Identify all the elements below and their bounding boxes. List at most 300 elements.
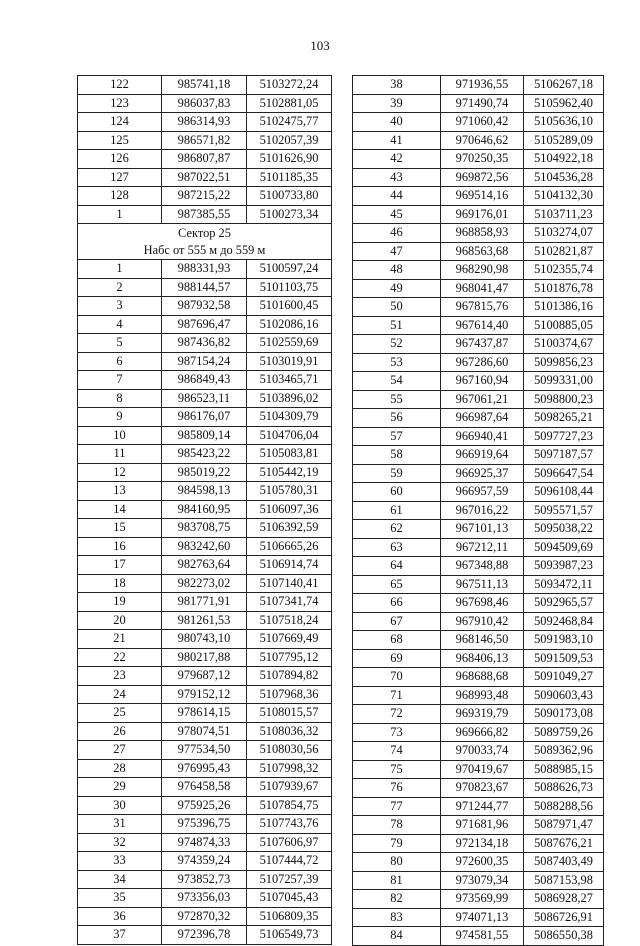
x-coordinate-cell: 986849,43 <box>162 371 247 390</box>
point-number-cell: 72 <box>353 705 441 724</box>
y-coordinate-cell: 5089759,26 <box>524 723 604 742</box>
table-row <box>353 483 604 502</box>
table-row <box>353 686 604 705</box>
y-coordinate-cell: 5107743,76 <box>247 815 332 834</box>
point-number-cell: 80 <box>353 853 441 872</box>
y-coordinate-cell: 5087676,21 <box>524 834 604 853</box>
table-row <box>353 723 604 742</box>
y-coordinate-cell: 5101600,45 <box>247 297 332 316</box>
point-number-cell: 65 <box>353 575 441 594</box>
y-coordinate-cell: 5099331,00 <box>524 372 604 391</box>
y-coordinate-cell: 5093472,11 <box>524 575 604 594</box>
y-coordinate-cell: 5104706,04 <box>247 426 332 445</box>
point-number-cell: 67 <box>353 612 441 631</box>
table-row <box>78 593 332 612</box>
table-row <box>78 704 332 723</box>
y-coordinate-cell: 5107795,12 <box>247 648 332 667</box>
x-coordinate-cell: 985423,22 <box>162 445 247 464</box>
point-number-cell: 69 <box>353 649 441 668</box>
table-row <box>353 575 604 594</box>
y-coordinate-cell: 5106809,35 <box>247 907 332 926</box>
x-coordinate-cell: 978074,51 <box>162 722 247 741</box>
table-row <box>353 353 604 372</box>
table-row <box>78 426 332 445</box>
y-coordinate-cell: 5087971,47 <box>524 816 604 835</box>
table-row <box>353 242 604 261</box>
table-row <box>78 537 332 556</box>
table-row <box>78 187 332 206</box>
point-number-cell: 36 <box>78 907 162 926</box>
table-row <box>353 612 604 631</box>
point-number-cell: 3 <box>78 297 162 316</box>
x-coordinate-cell: 987022,51 <box>162 168 247 187</box>
x-coordinate-cell: 987436,82 <box>162 334 247 353</box>
table-row <box>353 446 604 465</box>
y-coordinate-cell: 5105442,19 <box>247 463 332 482</box>
y-coordinate-cell: 5107939,67 <box>247 778 332 797</box>
point-number-cell: 30 <box>78 796 162 815</box>
y-coordinate-cell: 5103465,71 <box>247 371 332 390</box>
x-coordinate-cell: 969514,16 <box>441 187 524 206</box>
table-row <box>353 538 604 557</box>
x-coordinate-cell: 966919,64 <box>441 446 524 465</box>
x-coordinate-cell: 967212,11 <box>441 538 524 557</box>
y-coordinate-cell: 5103019,91 <box>247 352 332 371</box>
x-coordinate-cell: 986571,82 <box>162 131 247 150</box>
point-number-cell: 81 <box>353 871 441 890</box>
table-row <box>78 408 332 427</box>
y-coordinate-cell: 5102475,77 <box>247 113 332 132</box>
x-coordinate-cell: 966925,37 <box>441 464 524 483</box>
point-number-cell: 28 <box>78 759 162 778</box>
y-coordinate-cell: 5092468,84 <box>524 612 604 631</box>
table-row <box>353 797 604 816</box>
x-coordinate-cell: 967348,88 <box>441 557 524 576</box>
table-row <box>78 889 332 908</box>
table-row <box>78 278 332 297</box>
point-number-cell: 52 <box>353 335 441 354</box>
table-row <box>353 76 604 95</box>
table-row <box>353 520 604 539</box>
coordinates-table-right <box>352 75 604 946</box>
sector-header-cell <box>78 224 332 260</box>
x-coordinate-cell: 974874,33 <box>162 833 247 852</box>
y-coordinate-cell: 5107518,24 <box>247 611 332 630</box>
point-number-cell: 44 <box>353 187 441 206</box>
table-row <box>78 630 332 649</box>
y-coordinate-cell: 5091509,53 <box>524 649 604 668</box>
point-number-cell: 12 <box>78 463 162 482</box>
y-coordinate-cell: 5105636,10 <box>524 113 604 132</box>
point-number-cell: 26 <box>78 722 162 741</box>
point-number-cell: 126 <box>78 150 162 169</box>
table-row <box>78 445 332 464</box>
table-row <box>78 260 332 279</box>
table-row <box>78 907 332 926</box>
table-row <box>353 816 604 835</box>
x-coordinate-cell: 967437,87 <box>441 335 524 354</box>
x-coordinate-cell: 967016,22 <box>441 501 524 520</box>
x-coordinate-cell: 976458,58 <box>162 778 247 797</box>
table-row <box>78 722 332 741</box>
point-number-cell: 22 <box>78 648 162 667</box>
y-coordinate-cell: 5101386,16 <box>524 298 604 317</box>
x-coordinate-cell: 986314,93 <box>162 113 247 132</box>
y-coordinate-cell: 5107968,36 <box>247 685 332 704</box>
point-number-cell: 17 <box>78 556 162 575</box>
x-coordinate-cell: 969666,82 <box>441 723 524 742</box>
y-coordinate-cell: 5098265,21 <box>524 409 604 428</box>
x-coordinate-cell: 974071,13 <box>441 908 524 927</box>
point-number-cell: 15 <box>78 519 162 538</box>
point-number-cell: 61 <box>353 501 441 520</box>
x-coordinate-cell: 974581,55 <box>441 927 524 946</box>
table-row <box>78 297 332 316</box>
x-coordinate-cell: 970250,35 <box>441 150 524 169</box>
x-coordinate-cell: 966957,59 <box>441 483 524 502</box>
y-coordinate-cell: 5102881,05 <box>247 94 332 113</box>
point-number-cell: 57 <box>353 427 441 446</box>
y-coordinate-cell: 5087153,98 <box>524 871 604 890</box>
x-coordinate-cell: 968993,48 <box>441 686 524 705</box>
y-coordinate-cell: 5090173,08 <box>524 705 604 724</box>
x-coordinate-cell: 967698,46 <box>441 594 524 613</box>
point-number-cell: 21 <box>78 630 162 649</box>
point-number-cell: 38 <box>353 76 441 95</box>
x-coordinate-cell: 983708,75 <box>162 519 247 538</box>
y-coordinate-cell: 5091049,27 <box>524 668 604 687</box>
y-coordinate-cell: 5107140,41 <box>247 574 332 593</box>
y-coordinate-cell: 5103896,02 <box>247 389 332 408</box>
point-number-cell: 55 <box>353 390 441 409</box>
y-coordinate-cell: 5107045,43 <box>247 889 332 908</box>
y-coordinate-cell: 5106914,74 <box>247 556 332 575</box>
table-row <box>353 279 604 298</box>
y-coordinate-cell: 5104536,28 <box>524 168 604 187</box>
table-row <box>78 519 332 538</box>
point-number-cell: 48 <box>353 261 441 280</box>
table-row <box>353 853 604 872</box>
x-coordinate-cell: 968858,93 <box>441 224 524 243</box>
x-coordinate-cell: 971244,77 <box>441 797 524 816</box>
point-number-cell: 62 <box>353 520 441 539</box>
y-coordinate-cell: 5107998,32 <box>247 759 332 778</box>
table-row <box>353 298 604 317</box>
x-coordinate-cell: 967815,76 <box>441 298 524 317</box>
table-row <box>353 705 604 724</box>
point-number-cell: 8 <box>78 389 162 408</box>
point-number-cell: 50 <box>353 298 441 317</box>
table-row <box>78 574 332 593</box>
table-row <box>353 649 604 668</box>
y-coordinate-cell: 5095038,22 <box>524 520 604 539</box>
point-number-cell: 7 <box>78 371 162 390</box>
point-number-cell: 54 <box>353 372 441 391</box>
table-row <box>353 372 604 391</box>
table-row <box>78 741 332 760</box>
point-number-cell: 29 <box>78 778 162 797</box>
point-number-cell: 73 <box>353 723 441 742</box>
point-number-cell: 75 <box>353 760 441 779</box>
y-coordinate-cell: 5101626,90 <box>247 150 332 169</box>
y-coordinate-cell: 5105289,09 <box>524 131 604 150</box>
point-number-cell: 49 <box>353 279 441 298</box>
y-coordinate-cell: 5091983,10 <box>524 631 604 650</box>
point-number-cell: 25 <box>78 704 162 723</box>
x-coordinate-cell: 968688,68 <box>441 668 524 687</box>
x-coordinate-cell: 973079,34 <box>441 871 524 890</box>
table-row <box>353 834 604 853</box>
x-coordinate-cell: 984160,95 <box>162 500 247 519</box>
y-coordinate-cell: 5103711,23 <box>524 205 604 224</box>
x-coordinate-cell: 987696,47 <box>162 315 247 334</box>
table-row <box>353 501 604 520</box>
point-number-cell: 51 <box>353 316 441 335</box>
point-number-cell: 14 <box>78 500 162 519</box>
y-coordinate-cell: 5101185,35 <box>247 168 332 187</box>
x-coordinate-cell: 970419,67 <box>441 760 524 779</box>
x-coordinate-cell: 985809,14 <box>162 426 247 445</box>
y-coordinate-cell: 5102355,74 <box>524 261 604 280</box>
table-row <box>78 870 332 889</box>
point-number-cell: 37 <box>78 926 162 945</box>
y-coordinate-cell: 5092965,57 <box>524 594 604 613</box>
y-coordinate-cell: 5100885,05 <box>524 316 604 335</box>
table-row <box>353 316 604 335</box>
y-coordinate-cell: 5107257,39 <box>247 870 332 889</box>
point-number-cell: 33 <box>78 852 162 871</box>
point-number-cell: 78 <box>353 816 441 835</box>
x-coordinate-cell: 981771,91 <box>162 593 247 612</box>
y-coordinate-cell: 5096108,44 <box>524 483 604 502</box>
x-coordinate-cell: 968041,47 <box>441 279 524 298</box>
x-coordinate-cell: 968146,50 <box>441 631 524 650</box>
table-row <box>78 648 332 667</box>
x-coordinate-cell: 987932,58 <box>162 297 247 316</box>
y-coordinate-cell: 5095571,57 <box>524 501 604 520</box>
table-row <box>78 131 332 150</box>
y-coordinate-cell: 5087403,49 <box>524 853 604 872</box>
point-number-cell: 10 <box>78 426 162 445</box>
x-coordinate-cell: 972870,32 <box>162 907 247 926</box>
point-number-cell: 71 <box>353 686 441 705</box>
table-body-right <box>353 76 604 946</box>
table-row <box>78 113 332 132</box>
y-coordinate-cell: 5100597,24 <box>247 260 332 279</box>
y-coordinate-cell: 5099856,23 <box>524 353 604 372</box>
y-coordinate-cell: 5100374,67 <box>524 335 604 354</box>
table-row <box>78 371 332 390</box>
sector-title: Сектор 25 <box>178 226 231 240</box>
y-coordinate-cell: 5089362,96 <box>524 742 604 761</box>
y-coordinate-cell: 5108015,57 <box>247 704 332 723</box>
x-coordinate-cell: 982273,02 <box>162 574 247 593</box>
point-number-cell: 59 <box>353 464 441 483</box>
x-coordinate-cell: 966940,41 <box>441 427 524 446</box>
point-number-cell: 79 <box>353 834 441 853</box>
y-coordinate-cell: 5086550,38 <box>524 927 604 946</box>
y-coordinate-cell: 5088626,73 <box>524 779 604 798</box>
point-number-cell: 40 <box>353 113 441 132</box>
table-row <box>353 113 604 132</box>
y-coordinate-cell: 5105083,81 <box>247 445 332 464</box>
y-coordinate-cell: 5106665,26 <box>247 537 332 556</box>
table-row <box>78 205 332 224</box>
y-coordinate-cell: 5106392,59 <box>247 519 332 538</box>
y-coordinate-cell: 5105780,31 <box>247 482 332 501</box>
y-coordinate-cell: 5108036,32 <box>247 722 332 741</box>
table-row <box>78 389 332 408</box>
point-number-cell: 23 <box>78 667 162 686</box>
point-number-cell: 18 <box>78 574 162 593</box>
y-coordinate-cell: 5097727,23 <box>524 427 604 446</box>
table-row <box>78 463 332 482</box>
x-coordinate-cell: 980743,10 <box>162 630 247 649</box>
y-coordinate-cell: 5086726,91 <box>524 908 604 927</box>
table-row <box>353 427 604 446</box>
point-number-cell: 77 <box>353 797 441 816</box>
point-number-cell: 46 <box>353 224 441 243</box>
y-coordinate-cell: 5104922,18 <box>524 150 604 169</box>
x-coordinate-cell: 979687,12 <box>162 667 247 686</box>
point-number-cell: 2 <box>78 278 162 297</box>
table-row <box>78 759 332 778</box>
table-row <box>78 334 332 353</box>
x-coordinate-cell: 986523,11 <box>162 389 247 408</box>
table-row <box>353 168 604 187</box>
table-row <box>353 890 604 909</box>
table-row <box>78 352 332 371</box>
point-number-cell: 128 <box>78 187 162 206</box>
table-row <box>78 852 332 871</box>
point-number-cell: 122 <box>78 76 162 95</box>
x-coordinate-cell: 966987,64 <box>441 409 524 428</box>
y-coordinate-cell: 5090603,43 <box>524 686 604 705</box>
point-number-cell: 53 <box>353 353 441 372</box>
point-number-cell: 123 <box>78 94 162 113</box>
point-number-cell: 64 <box>353 557 441 576</box>
y-coordinate-cell: 5105962,40 <box>524 94 604 113</box>
sector-header-row <box>78 224 332 260</box>
x-coordinate-cell: 971681,96 <box>441 816 524 835</box>
x-coordinate-cell: 970646,62 <box>441 131 524 150</box>
y-coordinate-cell: 5100273,34 <box>247 205 332 224</box>
table-row <box>353 668 604 687</box>
x-coordinate-cell: 973356,03 <box>162 889 247 908</box>
x-coordinate-cell: 969872,56 <box>441 168 524 187</box>
point-number-cell: 58 <box>353 446 441 465</box>
table-row <box>353 927 604 946</box>
y-coordinate-cell: 5100733,80 <box>247 187 332 206</box>
point-number-cell: 68 <box>353 631 441 650</box>
table-row <box>353 908 604 927</box>
x-coordinate-cell: 974359,24 <box>162 852 247 871</box>
table-row <box>78 815 332 834</box>
y-coordinate-cell: 5101103,75 <box>247 278 332 297</box>
y-coordinate-cell: 5103274,07 <box>524 224 604 243</box>
point-number-cell: 5 <box>78 334 162 353</box>
x-coordinate-cell: 967511,13 <box>441 575 524 594</box>
point-number-cell: 125 <box>78 131 162 150</box>
point-number-cell: 34 <box>78 870 162 889</box>
x-coordinate-cell: 983242,60 <box>162 537 247 556</box>
x-coordinate-cell: 967286,60 <box>441 353 524 372</box>
point-number-cell: 4 <box>78 315 162 334</box>
point-number-cell: 42 <box>353 150 441 169</box>
y-coordinate-cell: 5093987,23 <box>524 557 604 576</box>
y-coordinate-cell: 5107894,82 <box>247 667 332 686</box>
table-row <box>353 409 604 428</box>
point-number-cell: 6 <box>78 352 162 371</box>
point-number-cell: 35 <box>78 889 162 908</box>
y-coordinate-cell: 5096647,54 <box>524 464 604 483</box>
x-coordinate-cell: 971060,42 <box>441 113 524 132</box>
table-row <box>78 667 332 686</box>
point-number-cell: 76 <box>353 779 441 798</box>
x-coordinate-cell: 987215,22 <box>162 187 247 206</box>
y-coordinate-cell: 5107341,74 <box>247 593 332 612</box>
x-coordinate-cell: 986037,83 <box>162 94 247 113</box>
table-row <box>353 871 604 890</box>
x-coordinate-cell: 988144,57 <box>162 278 247 297</box>
x-coordinate-cell: 986176,07 <box>162 408 247 427</box>
x-coordinate-cell: 975396,75 <box>162 815 247 834</box>
x-coordinate-cell: 979152,12 <box>162 685 247 704</box>
x-coordinate-cell: 975925,26 <box>162 796 247 815</box>
table-row <box>78 482 332 501</box>
table-row <box>353 557 604 576</box>
y-coordinate-cell: 5107669,49 <box>247 630 332 649</box>
point-number-cell: 19 <box>78 593 162 612</box>
y-coordinate-cell: 5106097,36 <box>247 500 332 519</box>
y-coordinate-cell: 5106267,18 <box>524 76 604 95</box>
x-coordinate-cell: 967910,42 <box>441 612 524 631</box>
table-row <box>353 224 604 243</box>
y-coordinate-cell: 5102057,39 <box>247 131 332 150</box>
table-body-left-before <box>78 76 332 224</box>
y-coordinate-cell: 5104309,79 <box>247 408 332 427</box>
x-coordinate-cell: 984598,13 <box>162 482 247 501</box>
table-body-left-after <box>78 260 332 945</box>
x-coordinate-cell: 981261,53 <box>162 611 247 630</box>
x-coordinate-cell: 973569,99 <box>441 890 524 909</box>
y-coordinate-cell: 5108030,56 <box>247 741 332 760</box>
table-row <box>78 94 332 113</box>
y-coordinate-cell: 5103272,24 <box>247 76 332 95</box>
y-coordinate-cell: 5088985,15 <box>524 760 604 779</box>
table-row <box>353 335 604 354</box>
x-coordinate-cell: 987385,55 <box>162 205 247 224</box>
x-coordinate-cell: 982763,64 <box>162 556 247 575</box>
page-number: 103 <box>310 38 330 53</box>
point-number-cell: 1 <box>78 260 162 279</box>
x-coordinate-cell: 967160,94 <box>441 372 524 391</box>
point-number-cell: 9 <box>78 408 162 427</box>
point-number-cell: 56 <box>353 409 441 428</box>
x-coordinate-cell: 967101,13 <box>441 520 524 539</box>
y-coordinate-cell: 5098800,23 <box>524 390 604 409</box>
table-row <box>353 150 604 169</box>
point-number-cell: 45 <box>353 205 441 224</box>
x-coordinate-cell: 972134,18 <box>441 834 524 853</box>
sector-header <box>78 224 332 260</box>
x-coordinate-cell: 969319,79 <box>441 705 524 724</box>
table-row <box>353 779 604 798</box>
x-coordinate-cell: 978614,15 <box>162 704 247 723</box>
x-coordinate-cell: 969176,01 <box>441 205 524 224</box>
table-row <box>353 594 604 613</box>
point-number-cell: 39 <box>353 94 441 113</box>
